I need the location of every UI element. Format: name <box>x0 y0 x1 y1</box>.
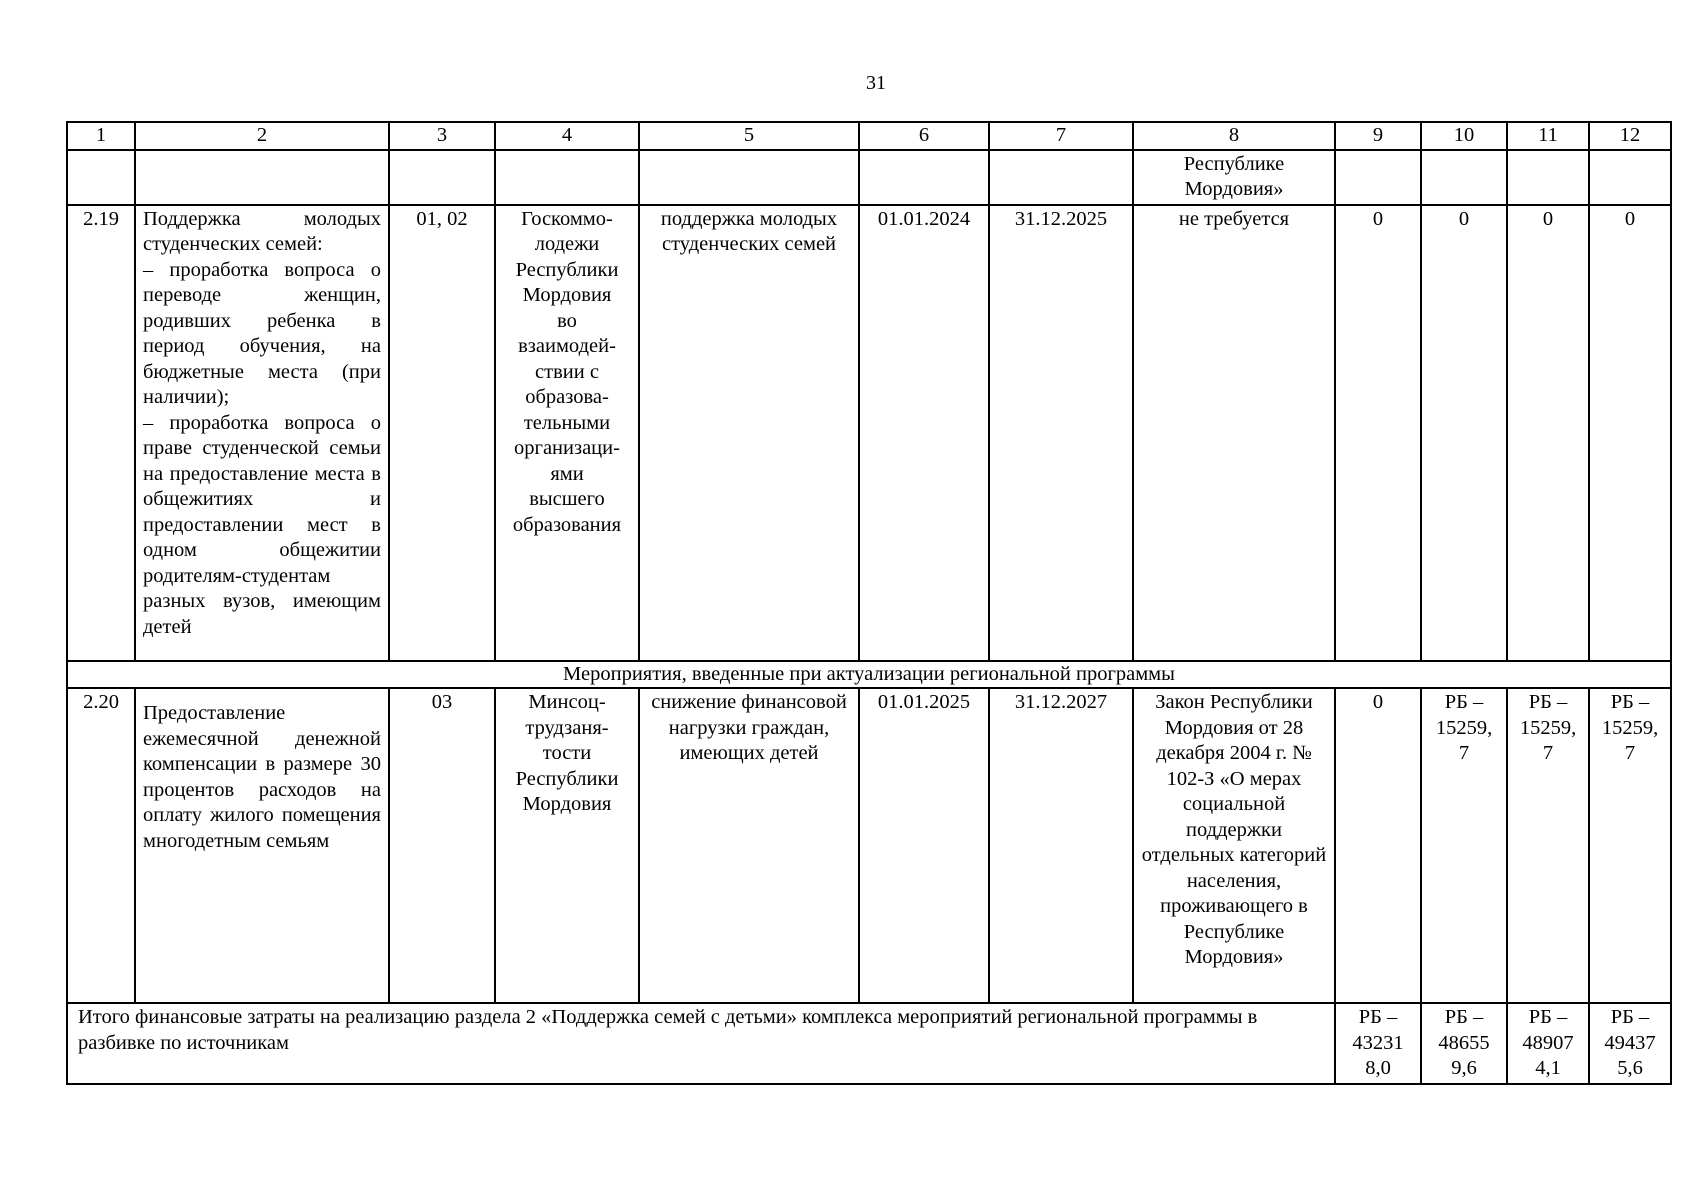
basis-cell: не требуется <box>1133 205 1335 661</box>
funding-cell: 0 <box>1507 205 1589 661</box>
page-number: 31 <box>866 72 886 94</box>
row-number: 2.19 <box>67 205 135 661</box>
header-cell: 3 <box>389 122 495 150</box>
funding-cell: РБ – 15259, 7 <box>1507 688 1589 1003</box>
funding-cell: 0 <box>1335 205 1421 661</box>
total-cell: РБ – 48655 9,6 <box>1421 1003 1507 1084</box>
table-row <box>67 205 1671 661</box>
header-cell: 11 <box>1507 122 1589 150</box>
row-number: 2.20 <box>67 688 135 1003</box>
section-row <box>67 661 1671 689</box>
funding-cell: 0 <box>1589 205 1671 661</box>
total-cell: РБ – 48907 4,1 <box>1507 1003 1589 1084</box>
funding-cell: РБ – 15259, 7 <box>1421 688 1507 1003</box>
header-cell: 7 <box>989 122 1133 150</box>
continued-row <box>67 150 1671 205</box>
header-cell: 2 <box>135 122 389 150</box>
end-date: 31.12.2025 <box>989 205 1133 661</box>
result-cell: поддержка молодых студенческих семей <box>639 205 859 661</box>
total-row <box>67 1003 1671 1084</box>
measure-name: Предоставление ежемесячной денежной компенсации в размере 30 процентов расходов на оплату жилого помещения многодетным семьям <box>135 688 389 1003</box>
header-cell: 8 <box>1133 122 1335 150</box>
funding-cell: РБ – 15259, 7 <box>1589 688 1671 1003</box>
header-row <box>67 122 1671 150</box>
basis-cell: Республике Мордовия» <box>1133 150 1335 205</box>
end-date: 31.12.2027 <box>989 688 1133 1003</box>
measure-name: Поддержка молодых студенческих семей: – проработка вопроса о переводе женщин, родивших ребенка в период обучения, на бюджетные места (при наличии); – проработка вопроса о праве студенческой семьи на предоставление места в общежитиях и предоставлении мест в одном общежитии родителям-студентам разных вузов, имеющим детей <box>135 205 389 661</box>
code-cell: 01, 02 <box>389 205 495 661</box>
total-label: Итого финансовые затраты на реализацию раздела 2 «Поддержка семей с детьми» комплекса мероприятий региональной программы в разбивке по источникам <box>67 1003 1335 1084</box>
code-cell: 03 <box>389 688 495 1003</box>
executor-cell: Госкоммо- лодежи Республики Мордовия во взаимодей- ствии с образова- тельными организаци- ями высшего образования <box>495 205 639 661</box>
header-cell: 9 <box>1335 122 1421 150</box>
total-cell: РБ – 43231 8,0 <box>1335 1003 1421 1084</box>
table-row <box>67 688 1671 1003</box>
executor-cell: Минсоц- трудзаня- тости Республики Мордовия <box>495 688 639 1003</box>
header-cell: 12 <box>1589 122 1671 150</box>
total-cell: РБ – 49437 5,6 <box>1589 1003 1671 1084</box>
start-date: 01.01.2024 <box>859 205 989 661</box>
header-cell: 4 <box>495 122 639 150</box>
program-table <box>66 121 1672 1085</box>
funding-cell: 0 <box>1421 205 1507 661</box>
section-title: Мероприятия, введенные при актуализации региональной программы <box>67 661 1671 689</box>
result-cell: снижение финансовой нагрузки граждан, имеющих детей <box>639 688 859 1003</box>
header-cell: 5 <box>639 122 859 150</box>
header-cell: 6 <box>859 122 989 150</box>
funding-cell: 0 <box>1335 688 1421 1003</box>
header-cell: 1 <box>67 122 135 150</box>
start-date: 01.01.2025 <box>859 688 989 1003</box>
header-cell: 10 <box>1421 122 1507 150</box>
basis-cell: Закон Республики Мордовия от 28 декабря 2004 г. № 102-З «О мерах социальной поддержки отдельных категорий населения, проживающего в Республике Мордовия» <box>1133 688 1335 1003</box>
